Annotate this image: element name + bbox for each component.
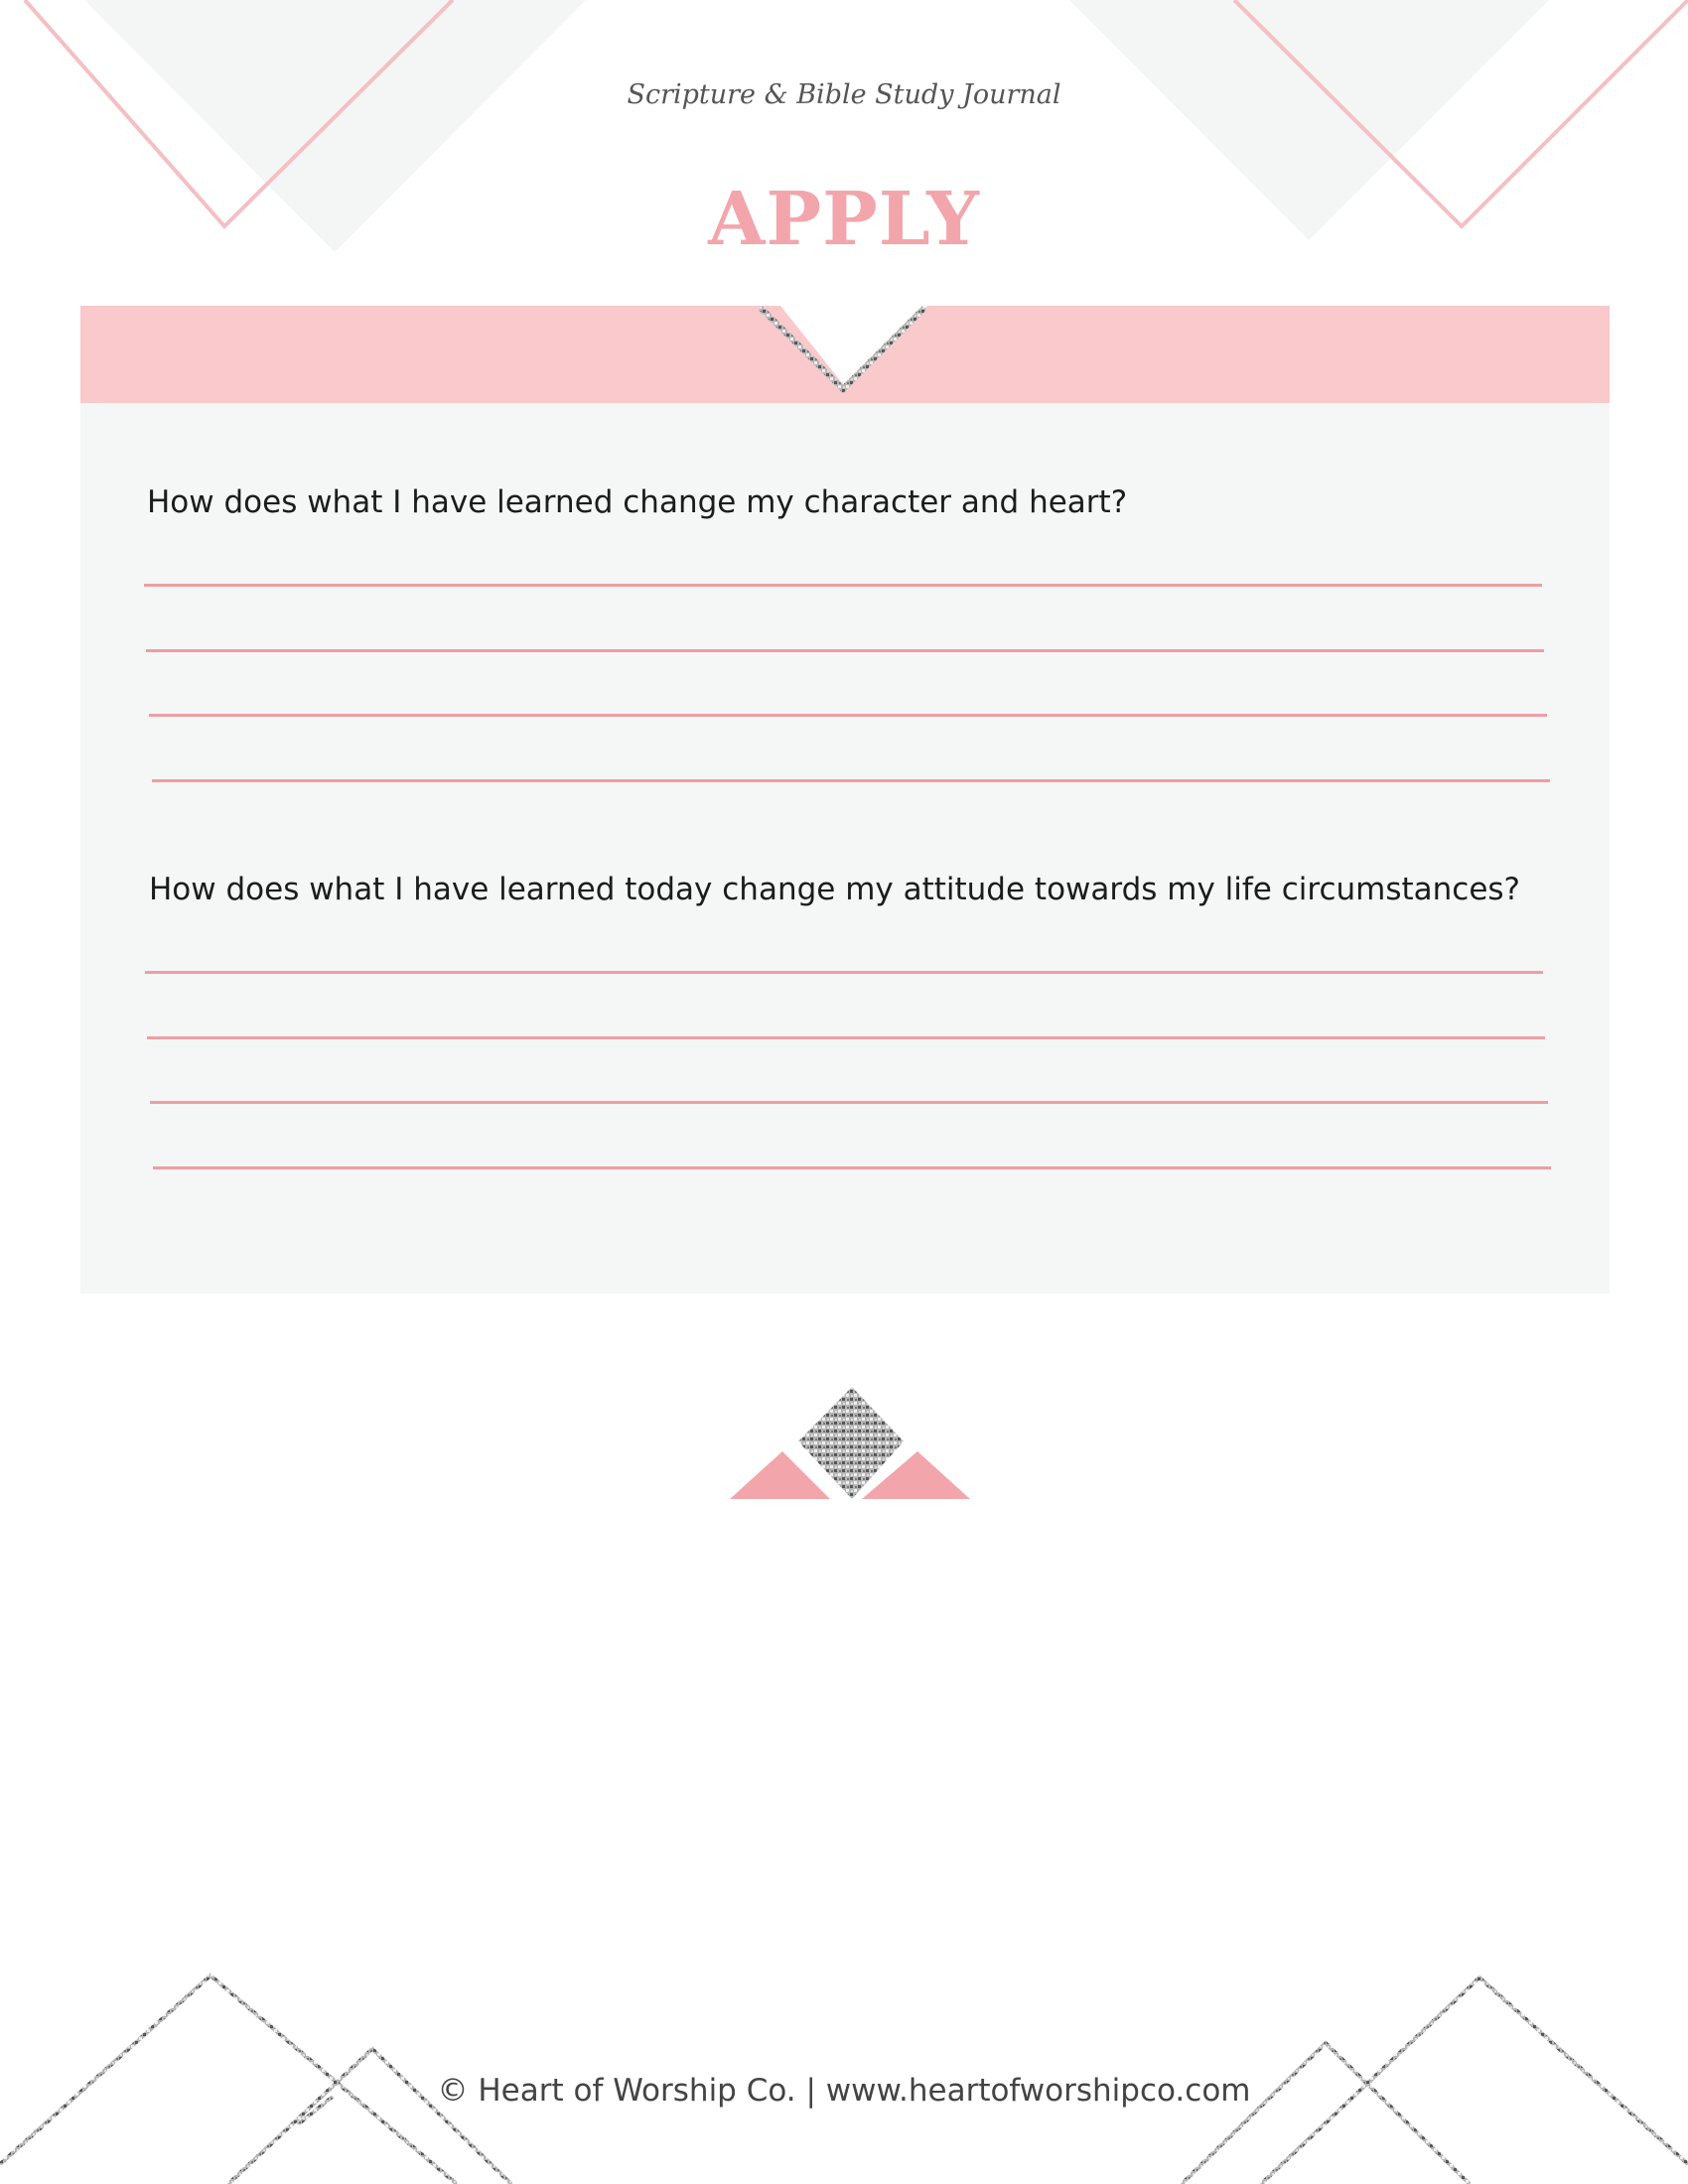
- answer-line-1-1[interactable]: [144, 584, 1542, 587]
- question-1: How does what I have learned change my character and heart?: [147, 484, 1128, 520]
- footer-copyright: © Heart of Worship Co. | www.heartofworshipco.com: [437, 2073, 1251, 2109]
- center-ornament: [730, 1387, 970, 1499]
- answer-line-1-4[interactable]: [152, 779, 1550, 782]
- content-panel: [80, 403, 1610, 1294]
- answer-line-2-1[interactable]: [145, 971, 1543, 974]
- pink-header-band: [80, 306, 1610, 403]
- band-notch: [780, 306, 927, 384]
- journal-subtitle: Scripture & Bible Study Journal: [627, 79, 1061, 110]
- question-2: How does what I have learned today change my attitude towards my life circumstances?: [149, 872, 1521, 907]
- band-silver-chevron: [761, 308, 924, 389]
- answer-line-1-2[interactable]: [146, 649, 1544, 652]
- answer-line-1-3[interactable]: [149, 714, 1547, 717]
- answer-line-2-2[interactable]: [147, 1036, 1545, 1039]
- answer-line-2-3[interactable]: [150, 1101, 1548, 1104]
- answer-line-2-4[interactable]: [153, 1166, 1551, 1169]
- page-title: APPLY: [708, 177, 980, 262]
